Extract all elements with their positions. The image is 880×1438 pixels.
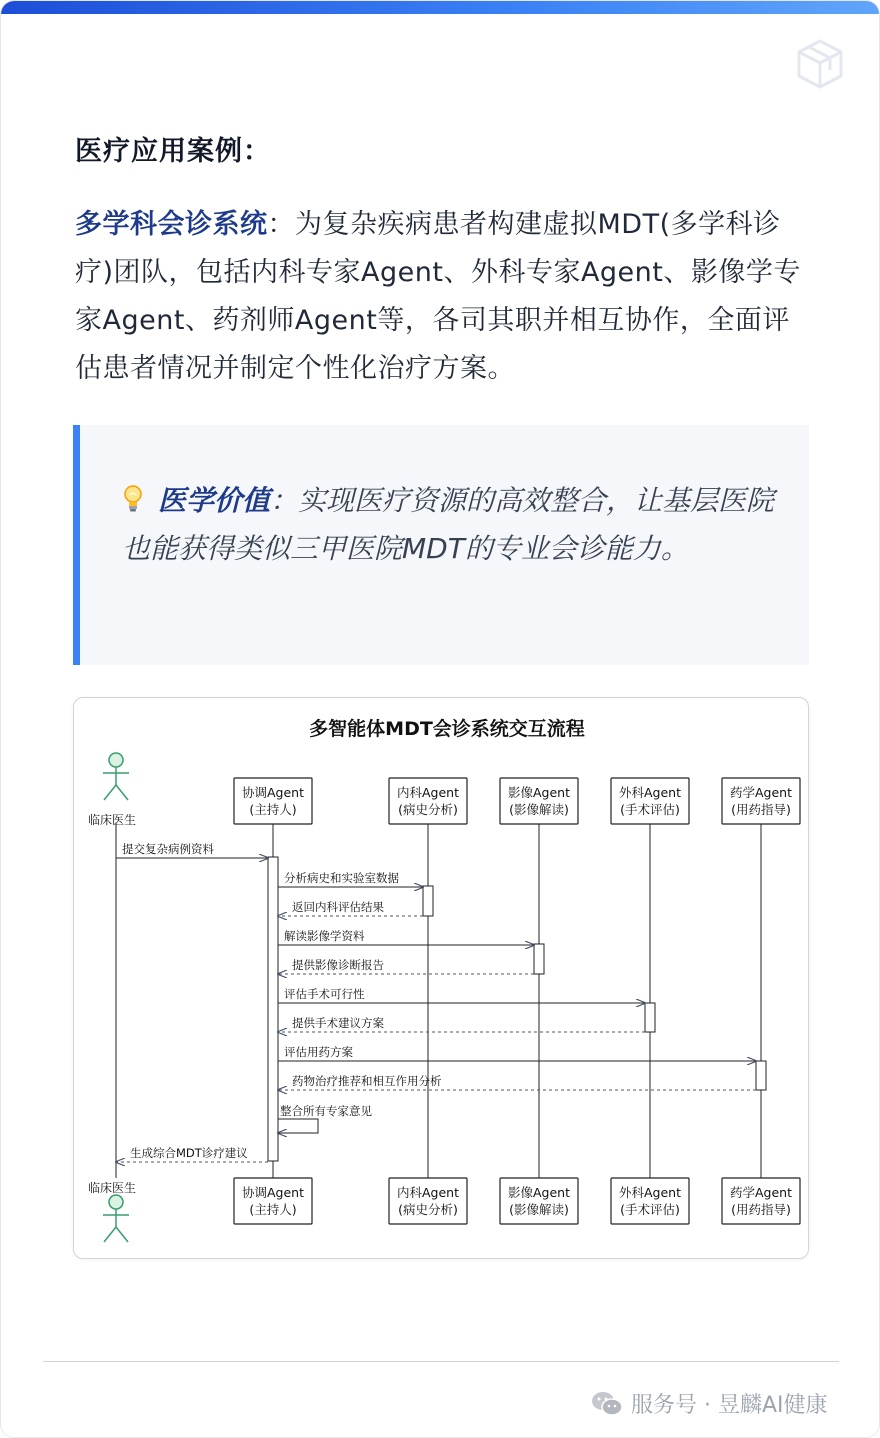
activation-bar [756, 1061, 766, 1090]
top-accent-bar [1, 1, 880, 14]
wechat-icon [591, 1390, 623, 1418]
value-callout [73, 425, 809, 665]
section-title: 医疗应用案例： [75, 136, 271, 167]
participant-name: 外科Agent [619, 1185, 681, 1200]
participant-name: 药学Agent [730, 1185, 792, 1200]
activation-bar [645, 1003, 655, 1032]
participant-role: (主持人) [249, 802, 297, 817]
callout-term: 医学价值 [158, 484, 271, 517]
cube-logo-icon [793, 37, 847, 91]
participant-name: 外科Agent [619, 785, 681, 800]
participant-role: (手术评估) [620, 802, 680, 817]
actor-label-bottom: 临床医生 [87, 1181, 137, 1195]
callout-text [122, 477, 782, 573]
footer-text: 服务号 · 昱麟AI健康 [631, 1393, 828, 1418]
participant-role: (病史分析) [398, 802, 458, 817]
activation-bar [423, 886, 433, 916]
actor-label-top: 临床医生 [87, 813, 137, 827]
message-label: 分析病史和实验室数据 [284, 871, 399, 885]
actor-top-leg-right [116, 785, 128, 800]
lightbulb-icon [122, 484, 144, 514]
message-label: 药物治疗推荐和相互作用分析 [292, 1074, 442, 1088]
participant-name: 影像Agent [508, 785, 570, 800]
message-label: 提供手术建议方案 [292, 1016, 384, 1030]
actor-top-head [109, 753, 123, 767]
description-text: ：为复杂疾病患者构建虚拟MDT(多学科诊疗)团队，包括内科专家Agent、外科专家Agent、影像学专家Agent、药剂师Agent等，各司其职并相互协作，全面评估患者情况并制定个性化治疗方案。 [75, 209, 801, 384]
actor-top-leg-left [104, 785, 116, 800]
actor-bottom-leg-right [116, 1227, 128, 1242]
description-paragraph [75, 201, 815, 393]
footer-brand[interactable] [591, 1388, 828, 1419]
participant-name: 协调Agent [242, 1185, 304, 1200]
message-label: 提供影像诊断报告 [292, 958, 384, 972]
sequence-diagram [74, 698, 810, 1260]
participant-name: 内科Agent [397, 1185, 459, 1200]
message-label: 生成综合MDT诊疗建议 [130, 1146, 248, 1160]
callout-body: ：实现医疗资源的高效整合，让基层医院也能获得类似三甲医院MDT的专业会诊能力。 [122, 484, 775, 565]
participant-role: (主持人) [249, 1202, 297, 1217]
activation-bar [534, 944, 544, 974]
message-label: 整合所有专家意见 [280, 1104, 372, 1118]
message-label: 解读影像学资料 [284, 929, 365, 943]
message-label: 返回内科评估结果 [292, 900, 384, 914]
participant-role: (影像解读) [509, 802, 569, 817]
message-label: 评估用药方案 [284, 1045, 353, 1059]
actor-bottom-head [109, 1195, 123, 1209]
self-message-arrow [278, 1119, 318, 1133]
activation-bar [268, 857, 278, 1161]
actor-bottom-leg-left [104, 1227, 116, 1242]
participant-role: (用药指导) [731, 802, 791, 817]
sequence-diagram-card [73, 697, 809, 1259]
participant-role: (用药指导) [731, 1202, 791, 1217]
participant-role: (影像解读) [509, 1202, 569, 1217]
participant-name: 药学Agent [730, 785, 792, 800]
participant-name: 内科Agent [397, 785, 459, 800]
message-label: 提交复杂病例资料 [122, 842, 214, 856]
participant-role: (手术评估) [620, 1202, 680, 1217]
participant-name: 协调Agent [242, 785, 304, 800]
participant-role: (病史分析) [398, 1202, 458, 1217]
footer-divider [43, 1361, 839, 1362]
message-label: 评估手术可行性 [284, 987, 365, 1001]
description-term: 多学科会诊系统 [75, 209, 268, 240]
participant-name: 影像Agent [508, 1185, 570, 1200]
diagram-title: 多智能体MDT会诊系统交互流程 [309, 718, 585, 740]
